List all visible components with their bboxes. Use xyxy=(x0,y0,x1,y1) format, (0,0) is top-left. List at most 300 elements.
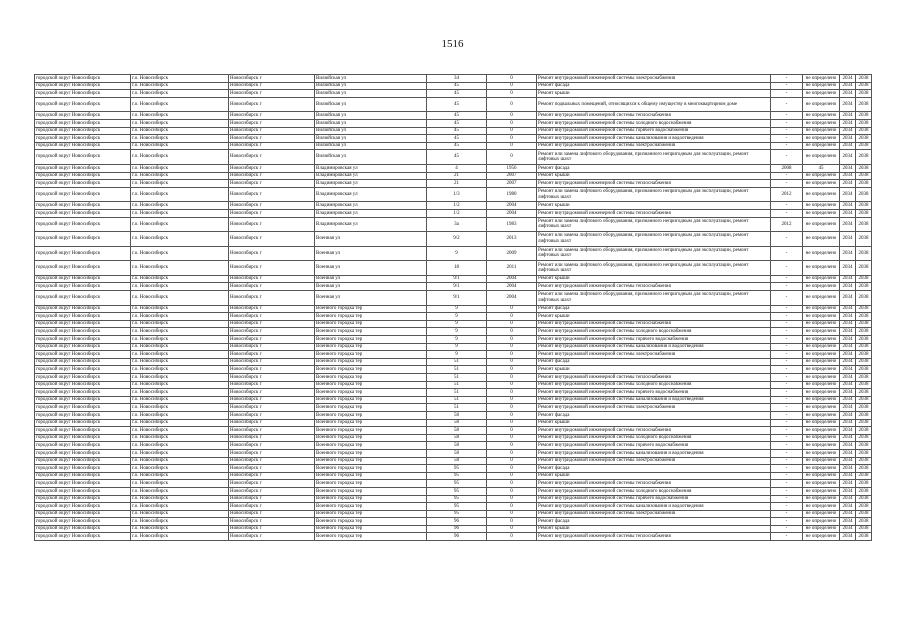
year-built-cell: 1980 xyxy=(487,187,537,202)
work-type-cell: Ремонт крыши xyxy=(537,90,771,98)
start-year-cell: 2034 xyxy=(840,275,856,283)
city-cell: Новосибирск г xyxy=(229,343,315,351)
municipality-cell: городской округ Новосибирск xyxy=(35,150,131,165)
last-repair-year-cell: - xyxy=(771,291,803,306)
year-built-cell: 2011 xyxy=(487,261,537,276)
cost-cell: не определено xyxy=(803,320,840,328)
municipality-cell: городской округ Новосибирск xyxy=(35,291,131,306)
district-cell: г.о. Новосибирск xyxy=(131,75,229,83)
year-built-cell: 0 xyxy=(487,313,537,321)
cost-cell: не определено xyxy=(803,336,840,344)
cost-cell: не определено xyxy=(803,305,840,313)
house-cell: 58 xyxy=(427,419,487,427)
table-row xyxy=(35,533,872,541)
cost-cell: не определено xyxy=(803,142,840,150)
start-year-cell: 2034 xyxy=(840,449,856,457)
house-cell: 45 xyxy=(427,135,487,143)
district-cell: г.о. Новосибирск xyxy=(131,283,229,291)
city-cell: Новосибирск г xyxy=(229,217,315,232)
last-repair-year-cell: - xyxy=(771,275,803,283)
cost-cell: не определено xyxy=(803,442,840,450)
end-year-cell: 2038 xyxy=(856,119,872,127)
table-row xyxy=(35,336,872,344)
municipality-cell: городской округ Новосибирск xyxy=(35,404,131,412)
cost-cell: не определено xyxy=(803,90,840,98)
start-year-cell: 2034 xyxy=(840,457,856,465)
last-repair-year-cell: - xyxy=(771,518,803,526)
district-cell: г.о. Новосибирск xyxy=(131,510,229,518)
district-cell: г.о. Новосибирск xyxy=(131,449,229,457)
house-cell: 18 xyxy=(427,261,487,276)
end-year-cell: 2038 xyxy=(856,150,872,165)
table-row xyxy=(35,366,872,374)
start-year-cell: 2034 xyxy=(840,112,856,120)
street-cell: Военная ул xyxy=(315,291,427,306)
cost-cell: не определено xyxy=(803,112,840,120)
table-row xyxy=(35,419,872,427)
end-year-cell: 2038 xyxy=(856,75,872,83)
street-cell: Владимировская ул xyxy=(315,172,427,180)
year-built-cell: 0 xyxy=(487,112,537,120)
last-repair-year-cell: - xyxy=(771,112,803,120)
city-cell: Новосибирск г xyxy=(229,495,315,503)
city-cell: Новосибирск г xyxy=(229,381,315,389)
street-cell: Военного городка тер xyxy=(315,381,427,389)
municipality-cell: городской округ Новосибирск xyxy=(35,336,131,344)
city-cell: Новосибирск г xyxy=(229,510,315,518)
house-cell: 51 xyxy=(427,366,487,374)
work-type-cell: Ремонт внутридомовой инженерной системы канализования и водоотведения xyxy=(537,135,771,143)
district-cell: г.о. Новосибирск xyxy=(131,313,229,321)
city-cell: Новосибирск г xyxy=(229,90,315,98)
start-year-cell: 2034 xyxy=(840,518,856,526)
year-built-cell: 2004 xyxy=(487,202,537,210)
table-row xyxy=(35,135,872,143)
table-row xyxy=(35,510,872,518)
table-row xyxy=(35,487,872,495)
work-type-cell: Ремонт или замена лифтового оборудования, признанного непригодным для эксплуатации, ремонт лифтовых шахт xyxy=(537,217,771,232)
house-cell: 58 xyxy=(427,442,487,450)
street-cell: Военного городка тер xyxy=(315,336,427,344)
start-year-cell: 2034 xyxy=(840,419,856,427)
start-year-cell: 2034 xyxy=(840,217,856,232)
table-row xyxy=(35,374,872,382)
table-row xyxy=(35,275,872,283)
work-type-cell: Ремонт фасада xyxy=(537,358,771,366)
street-cell: Военного городка тер xyxy=(315,495,427,503)
work-type-cell: Ремонт крыши xyxy=(537,172,771,180)
cost-cell: не определено xyxy=(803,419,840,427)
district-cell: г.о. Новосибирск xyxy=(131,518,229,526)
work-type-cell: Ремонт внутридомовой инженерной системы холодного водоснабжения xyxy=(537,119,771,127)
street-cell: Владимировская ул xyxy=(315,202,427,210)
cost-cell: не определено xyxy=(803,275,840,283)
municipality-cell: городской округ Новосибирск xyxy=(35,261,131,276)
municipality-cell: городской округ Новосибирск xyxy=(35,449,131,457)
last-repair-year-cell: - xyxy=(771,442,803,450)
table-row xyxy=(35,283,872,291)
year-built-cell: 0 xyxy=(487,442,537,450)
house-cell: 58 xyxy=(427,427,487,435)
year-built-cell: 0 xyxy=(487,75,537,83)
district-cell: г.о. Новосибирск xyxy=(131,351,229,359)
cost-cell: не определено xyxy=(803,328,840,336)
municipality-cell: городской округ Новосибирск xyxy=(35,427,131,435)
district-cell: г.о. Новосибирск xyxy=(131,411,229,419)
street-cell: Владимировская ул xyxy=(315,209,427,217)
cost-cell: не определено xyxy=(803,217,840,232)
year-built-cell: 0 xyxy=(487,119,537,127)
municipality-cell: городской округ Новосибирск xyxy=(35,472,131,480)
cost-cell: не определено xyxy=(803,75,840,83)
street-cell: Владимировская ул xyxy=(315,180,427,188)
district-cell: г.о. Новосибирск xyxy=(131,336,229,344)
end-year-cell: 2038 xyxy=(856,389,872,397)
district-cell: г.о. Новосибирск xyxy=(131,305,229,313)
municipality-cell: городской округ Новосибирск xyxy=(35,112,131,120)
district-cell: г.о. Новосибирск xyxy=(131,404,229,412)
work-type-cell: Ремонт крыши xyxy=(537,202,771,210)
street-cell: Военного городка тер xyxy=(315,510,427,518)
year-built-cell: 0 xyxy=(487,503,537,511)
end-year-cell: 2038 xyxy=(856,381,872,389)
start-year-cell: 2034 xyxy=(840,411,856,419)
end-year-cell: 2038 xyxy=(856,449,872,457)
table-row xyxy=(35,495,872,503)
year-built-cell: 0 xyxy=(487,480,537,488)
district-cell: г.о. Новосибирск xyxy=(131,328,229,336)
work-type-cell: Ремонт крыши xyxy=(537,525,771,533)
year-built-cell: 0 xyxy=(487,396,537,404)
district-cell: г.о. Новосибирск xyxy=(131,261,229,276)
work-type-cell: Ремонт внутридомовой инженерной системы электроснабжения xyxy=(537,457,771,465)
cost-cell: не определено xyxy=(803,358,840,366)
start-year-cell: 2034 xyxy=(840,381,856,389)
district-cell: г.о. Новосибирск xyxy=(131,358,229,366)
city-cell: Новосибирск г xyxy=(229,442,315,450)
district-cell: г.о. Новосибирск xyxy=(131,127,229,135)
last-repair-year-cell: - xyxy=(771,465,803,473)
last-repair-year-cell: - xyxy=(771,510,803,518)
start-year-cell: 2034 xyxy=(840,396,856,404)
last-repair-year-cell: - xyxy=(771,358,803,366)
house-cell: 51 xyxy=(427,374,487,382)
table-row xyxy=(35,291,872,306)
year-built-cell: 0 xyxy=(487,518,537,526)
end-year-cell: 2038 xyxy=(856,374,872,382)
last-repair-year-cell: - xyxy=(771,389,803,397)
street-cell: Военного городка тер xyxy=(315,518,427,526)
district-cell: г.о. Новосибирск xyxy=(131,480,229,488)
work-type-cell: Ремонт подвальных помещений, относящихся к общему имуществу в многоквартирном доме xyxy=(537,97,771,112)
last-repair-year-cell: - xyxy=(771,336,803,344)
end-year-cell: 2038 xyxy=(856,202,872,210)
street-cell: Владимировская ул xyxy=(315,187,427,202)
street-cell: Вилюйская ул xyxy=(315,90,427,98)
table-row xyxy=(35,112,872,120)
year-built-cell: 0 xyxy=(487,465,537,473)
cost-cell: не определено xyxy=(803,313,840,321)
district-cell: г.о. Новосибирск xyxy=(131,320,229,328)
end-year-cell: 2038 xyxy=(856,127,872,135)
end-year-cell: 2038 xyxy=(856,525,872,533)
last-repair-year-cell: - xyxy=(771,487,803,495)
last-repair-year-cell: - xyxy=(771,127,803,135)
municipality-cell: городской округ Новосибирск xyxy=(35,480,131,488)
work-type-cell: Ремонт или замена лифтового оборудования, признанного непригодным для эксплуатации, ремонт лифтовых шахт xyxy=(537,261,771,276)
cost-cell: не определено xyxy=(803,487,840,495)
end-year-cell: 2038 xyxy=(856,246,872,261)
end-year-cell: 2038 xyxy=(856,180,872,188)
district-cell: г.о. Новосибирск xyxy=(131,533,229,541)
municipality-cell: городской округ Новосибирск xyxy=(35,465,131,473)
end-year-cell: 2038 xyxy=(856,112,872,120)
street-cell: Военного городка тер xyxy=(315,434,427,442)
district-cell: г.о. Новосибирск xyxy=(131,97,229,112)
start-year-cell: 2034 xyxy=(840,525,856,533)
municipality-cell: городской округ Новосибирск xyxy=(35,396,131,404)
house-cell: 95 xyxy=(427,472,487,480)
year-built-cell: 0 xyxy=(487,142,537,150)
start-year-cell: 2034 xyxy=(840,90,856,98)
work-type-cell: Ремонт крыши xyxy=(537,419,771,427)
district-cell: г.о. Новосибирск xyxy=(131,442,229,450)
city-cell: Новосибирск г xyxy=(229,150,315,165)
table-row xyxy=(35,164,872,172)
end-year-cell: 2038 xyxy=(856,472,872,480)
municipality-cell: городской округ Новосибирск xyxy=(35,442,131,450)
street-cell: Военного городка тер xyxy=(315,472,427,480)
district-cell: г.о. Новосибирск xyxy=(131,343,229,351)
cost-cell: не определено xyxy=(803,525,840,533)
end-year-cell: 2038 xyxy=(856,503,872,511)
year-built-cell: 2004 xyxy=(487,209,537,217)
table-row xyxy=(35,404,872,412)
city-cell: Новосибирск г xyxy=(229,374,315,382)
work-type-cell: Ремонт крыши xyxy=(537,275,771,283)
house-cell: 51 xyxy=(427,389,487,397)
street-cell: Военного городка тер xyxy=(315,465,427,473)
cost-cell: не определено xyxy=(803,366,840,374)
municipality-cell: городской округ Новосибирск xyxy=(35,119,131,127)
year-built-cell: 2004 xyxy=(487,275,537,283)
district-cell: г.о. Новосибирск xyxy=(131,487,229,495)
start-year-cell: 2034 xyxy=(840,389,856,397)
street-cell: Военного городка тер xyxy=(315,533,427,541)
house-cell: 95 xyxy=(427,495,487,503)
last-repair-year-cell: - xyxy=(771,246,803,261)
municipality-cell: городской округ Новосибирск xyxy=(35,419,131,427)
city-cell: Новосибирск г xyxy=(229,232,315,247)
district-cell: г.о. Новосибирск xyxy=(131,246,229,261)
district-cell: г.о. Новосибирск xyxy=(131,202,229,210)
municipality-cell: городской округ Новосибирск xyxy=(35,187,131,202)
street-cell: Вилюйская ул xyxy=(315,127,427,135)
city-cell: Новосибирск г xyxy=(229,275,315,283)
district-cell: г.о. Новосибирск xyxy=(131,434,229,442)
city-cell: Новосибирск г xyxy=(229,291,315,306)
table-row xyxy=(35,396,872,404)
start-year-cell: 2034 xyxy=(840,142,856,150)
municipality-cell: городской округ Новосибирск xyxy=(35,313,131,321)
cost-cell: не определено xyxy=(803,449,840,457)
last-repair-year-cell: - xyxy=(771,427,803,435)
last-repair-year-cell: - xyxy=(771,472,803,480)
year-built-cell: 0 xyxy=(487,320,537,328)
city-cell: Новосибирск г xyxy=(229,457,315,465)
district-cell: г.о. Новосибирск xyxy=(131,90,229,98)
end-year-cell: 2038 xyxy=(856,442,872,450)
house-cell: 51 xyxy=(427,404,487,412)
municipality-cell: городской округ Новосибирск xyxy=(35,495,131,503)
table-row xyxy=(35,320,872,328)
table-row xyxy=(35,480,872,488)
city-cell: Новосибирск г xyxy=(229,366,315,374)
last-repair-year-cell: - xyxy=(771,119,803,127)
year-built-cell: 0 xyxy=(487,90,537,98)
cost-cell: не определено xyxy=(803,97,840,112)
district-cell: г.о. Новосибирск xyxy=(131,495,229,503)
city-cell: Новосибирск г xyxy=(229,411,315,419)
cost-cell: не определено xyxy=(803,389,840,397)
municipality-cell: городской округ Новосибирск xyxy=(35,246,131,261)
cost-cell: не определено xyxy=(803,232,840,247)
last-repair-year-cell: - xyxy=(771,313,803,321)
end-year-cell: 2038 xyxy=(856,404,872,412)
city-cell: Новосибирск г xyxy=(229,283,315,291)
street-cell: Владимировская ул xyxy=(315,217,427,232)
year-built-cell: 2004 xyxy=(487,283,537,291)
work-type-cell: Ремонт внутридомовой инженерной системы электроснабжения xyxy=(537,75,771,83)
end-year-cell: 2038 xyxy=(856,510,872,518)
district-cell: г.о. Новосибирск xyxy=(131,503,229,511)
house-cell: 58 xyxy=(427,457,487,465)
municipality-cell: городской округ Новосибирск xyxy=(35,381,131,389)
last-repair-year-cell: - xyxy=(771,142,803,150)
work-type-cell: Ремонт внутридомовой инженерной системы горячего водоснабжения xyxy=(537,336,771,344)
street-cell: Военного городка тер xyxy=(315,487,427,495)
work-type-cell: Ремонт внутридомовой инженерной системы теплоснабжения xyxy=(537,209,771,217)
work-type-cell: Ремонт фасада xyxy=(537,411,771,419)
cost-cell: не определено xyxy=(803,472,840,480)
municipality-cell: городской округ Новосибирск xyxy=(35,142,131,150)
cost-cell: не определено xyxy=(803,246,840,261)
work-type-cell: Ремонт внутридомовой инженерной системы электроснабжения xyxy=(537,510,771,518)
district-cell: г.о. Новосибирск xyxy=(131,366,229,374)
municipality-cell: городской округ Новосибирск xyxy=(35,283,131,291)
end-year-cell: 2038 xyxy=(856,232,872,247)
city-cell: Новосибирск г xyxy=(229,472,315,480)
municipality-cell: городской округ Новосибирск xyxy=(35,172,131,180)
house-cell: 58 xyxy=(427,449,487,457)
end-year-cell: 2038 xyxy=(856,142,872,150)
street-cell: Военного городка тер xyxy=(315,449,427,457)
end-year-cell: 2038 xyxy=(856,396,872,404)
cost-cell: не определено xyxy=(803,180,840,188)
table-row xyxy=(35,328,872,336)
start-year-cell: 2034 xyxy=(840,75,856,83)
city-cell: Новосибирск г xyxy=(229,209,315,217)
house-cell: 45 xyxy=(427,90,487,98)
work-type-cell: Ремонт внутридомовой инженерной системы горячего водоснабжения xyxy=(537,127,771,135)
last-repair-year-cell: - xyxy=(771,261,803,276)
city-cell: Новосибирск г xyxy=(229,164,315,172)
street-cell: Военного городка тер xyxy=(315,343,427,351)
start-year-cell: 2034 xyxy=(840,404,856,412)
last-repair-year-cell: 2008 xyxy=(771,164,803,172)
start-year-cell: 2034 xyxy=(840,172,856,180)
house-cell: 9 xyxy=(427,313,487,321)
house-cell: 58 xyxy=(427,411,487,419)
end-year-cell: 2038 xyxy=(856,291,872,306)
house-cell: 9 xyxy=(427,320,487,328)
street-cell: Военного городка тер xyxy=(315,419,427,427)
work-type-cell: Ремонт или замена лифтового оборудования, признанного непригодным для эксплуатации, ремонт лифтовых шахт xyxy=(537,150,771,165)
house-cell: 34 xyxy=(427,75,487,83)
district-cell: г.о. Новосибирск xyxy=(131,396,229,404)
municipality-cell: городской округ Новосибирск xyxy=(35,389,131,397)
cost-cell: не определено xyxy=(803,434,840,442)
street-cell: Владимировская ул xyxy=(315,164,427,172)
house-cell: 9 xyxy=(427,351,487,359)
street-cell: Военного городка тер xyxy=(315,374,427,382)
end-year-cell: 2038 xyxy=(856,343,872,351)
municipality-cell: городской округ Новосибирск xyxy=(35,487,131,495)
district-cell: г.о. Новосибирск xyxy=(131,217,229,232)
district-cell: г.о. Новосибирск xyxy=(131,374,229,382)
cost-cell: не определено xyxy=(803,261,840,276)
cost-cell: не определено xyxy=(803,283,840,291)
year-built-cell: 0 xyxy=(487,82,537,90)
end-year-cell: 2038 xyxy=(856,261,872,276)
city-cell: Новосибирск г xyxy=(229,449,315,457)
house-cell: 9/1 xyxy=(427,283,487,291)
cost-cell: не определено xyxy=(803,404,840,412)
end-year-cell: 2038 xyxy=(856,434,872,442)
street-cell: Военного городка тер xyxy=(315,389,427,397)
end-year-cell: 2038 xyxy=(856,172,872,180)
repair-schedule-table xyxy=(34,74,872,541)
start-year-cell: 2034 xyxy=(840,472,856,480)
work-type-cell: Ремонт фасада xyxy=(537,82,771,90)
end-year-cell: 2038 xyxy=(856,320,872,328)
start-year-cell: 2034 xyxy=(840,343,856,351)
start-year-cell: 2034 xyxy=(840,503,856,511)
district-cell: г.о. Новосибирск xyxy=(131,119,229,127)
work-type-cell: Ремонт крыши xyxy=(537,366,771,374)
year-built-cell: 0 xyxy=(487,381,537,389)
municipality-cell: городской округ Новосибирск xyxy=(35,305,131,313)
start-year-cell: 2034 xyxy=(840,119,856,127)
last-repair-year-cell: - xyxy=(771,366,803,374)
last-repair-year-cell: - xyxy=(771,90,803,98)
city-cell: Новосибирск г xyxy=(229,187,315,202)
year-built-cell: 0 xyxy=(487,127,537,135)
year-built-cell: 0 xyxy=(487,374,537,382)
start-year-cell: 2034 xyxy=(840,427,856,435)
year-built-cell: 2007 xyxy=(487,180,537,188)
table-row xyxy=(35,75,872,83)
table-row xyxy=(35,127,872,135)
street-cell: Вилюйская ул xyxy=(315,135,427,143)
cost-cell: не определено xyxy=(803,150,840,165)
year-built-cell: 2013 xyxy=(487,232,537,247)
street-cell: Военного городка тер xyxy=(315,328,427,336)
table-row xyxy=(35,246,872,261)
house-cell: 95 xyxy=(427,503,487,511)
year-built-cell: 0 xyxy=(487,366,537,374)
table-row xyxy=(35,202,872,210)
